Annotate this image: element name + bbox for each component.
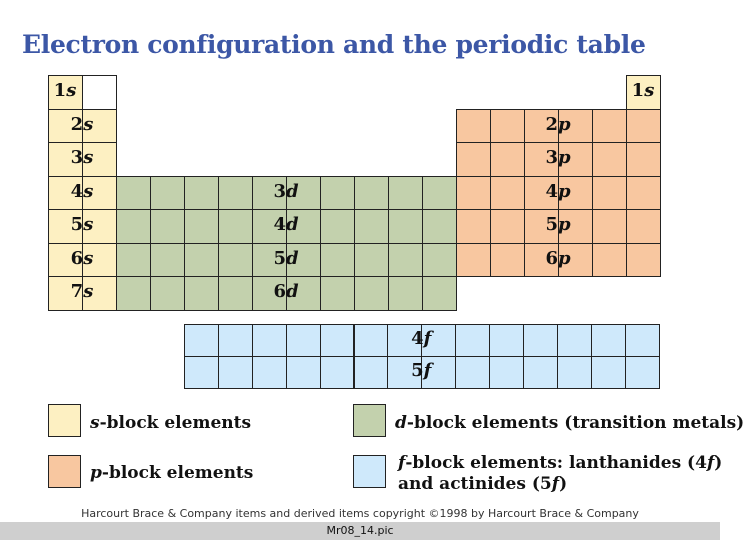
element-cell-f <box>455 324 490 357</box>
element-cell-p <box>626 142 661 177</box>
element-cell-p <box>626 109 661 144</box>
copyright-notice: Harcourt Brace & Company items and derived items copyright ©1998 by Harcourt Brace & Company <box>81 507 639 520</box>
s-block-legend-label: s-block elements <box>90 413 252 433</box>
element-cell-empty <box>82 75 117 110</box>
element-cell-d <box>218 243 253 278</box>
element-cell-p <box>490 209 525 244</box>
element-cell-p <box>626 243 661 278</box>
element-cell-d <box>388 176 423 211</box>
element-cell-d <box>116 276 151 311</box>
element-cell-p <box>490 109 525 144</box>
element-cell-f <box>455 356 490 389</box>
element-cell-f <box>286 324 321 357</box>
element-cell-p <box>626 176 661 211</box>
element-cell-d <box>354 209 389 244</box>
element-cell-d <box>320 209 355 244</box>
element-cell-p <box>626 209 661 244</box>
f-block-legend-label-line2: and actinides (5f) <box>398 474 568 494</box>
element-cell-p <box>456 209 491 244</box>
element-cell-p <box>490 142 525 177</box>
d-orbital-label: 6d <box>273 281 299 302</box>
p-block-legend-label: p-block elements <box>90 463 254 483</box>
element-cell-f <box>489 324 524 357</box>
s-orbital-label: 5s <box>70 214 94 235</box>
element-cell-p <box>456 142 491 177</box>
element-cell-p <box>490 243 525 278</box>
element-cell-d <box>354 276 389 311</box>
element-cell-d <box>388 209 423 244</box>
element-cell-f <box>354 324 389 357</box>
element-cell-p <box>592 209 627 244</box>
p-orbital-label: 2p <box>545 113 571 135</box>
f-orbital-label: 4f <box>411 328 432 349</box>
element-cell-f <box>320 324 355 357</box>
element-cell-f <box>286 356 321 389</box>
element-cell-p <box>592 243 627 278</box>
element-cell-d <box>116 209 151 244</box>
element-cell-d <box>184 243 219 278</box>
element-cell-d <box>422 243 457 278</box>
element-cell-d <box>184 276 219 311</box>
s-block-swatch <box>48 404 81 437</box>
f-block-legend-label: f-block elements: lanthanides (4f) <box>398 453 723 473</box>
element-cell-d <box>218 209 253 244</box>
element-cell-f <box>354 356 389 389</box>
element-cell-f <box>591 324 626 357</box>
element-cell-d <box>388 243 423 278</box>
element-cell-f <box>320 356 355 389</box>
element-cell-d <box>354 243 389 278</box>
d-orbital-label: 3d <box>273 180 299 202</box>
element-cell-p <box>592 142 627 177</box>
element-cell-d <box>422 176 457 211</box>
p-orbital-label: 4p <box>545 180 571 202</box>
element-cell-f <box>557 356 592 389</box>
element-cell-f <box>557 324 592 357</box>
element-cell-d <box>184 176 219 211</box>
s-orbital-label: 3s <box>70 147 94 168</box>
element-cell-f <box>184 324 219 357</box>
page-title: Electron configuration and the periodic table <box>22 30 646 59</box>
element-cell-f <box>625 356 660 389</box>
s-orbital-label: 7s <box>70 281 94 302</box>
element-cell-p <box>592 109 627 144</box>
f-block-swatch <box>353 455 386 488</box>
element-cell-d <box>150 276 185 311</box>
element-cell-d <box>320 276 355 311</box>
p-block-swatch <box>48 455 81 488</box>
element-cell-p <box>490 176 525 211</box>
element-cell-d <box>184 209 219 244</box>
element-cell-f <box>523 324 558 357</box>
element-cell-d <box>218 276 253 311</box>
element-cell-f <box>252 324 287 357</box>
element-cell-d <box>150 176 185 211</box>
element-cell-d <box>150 209 185 244</box>
element-cell-f <box>218 324 253 357</box>
element-cell-d <box>218 176 253 211</box>
element-cell-p <box>592 176 627 211</box>
he-orbital-label: 1s <box>631 80 655 101</box>
s-orbital-label: 2s <box>70 113 94 135</box>
element-cell-f <box>489 356 524 389</box>
s-orbital-label: 4s <box>70 180 94 202</box>
d-orbital-label: 5d <box>273 247 299 269</box>
element-cell-d <box>422 276 457 311</box>
element-cell-d <box>388 276 423 311</box>
s-orbital-label: 1s <box>53 80 77 101</box>
d-block-legend-label: d-block elements (transition metals) <box>395 413 744 433</box>
element-cell-d <box>116 243 151 278</box>
element-cell-d <box>422 209 457 244</box>
element-cell-d <box>320 176 355 211</box>
s-orbital-label: 6s <box>70 247 94 269</box>
element-cell-p <box>456 176 491 211</box>
element-cell-f <box>625 324 660 357</box>
p-orbital-label: 5p <box>545 214 571 235</box>
element-cell-f <box>218 356 253 389</box>
element-cell-f <box>523 356 558 389</box>
element-cell-f <box>591 356 626 389</box>
element-cell-p <box>456 109 491 144</box>
element-cell-d <box>320 243 355 278</box>
element-cell-d <box>116 176 151 211</box>
f-orbital-label: 5f <box>411 360 432 381</box>
footer-filename: Mr08_14.pic <box>326 524 394 537</box>
element-cell-d <box>150 243 185 278</box>
element-cell-f <box>252 356 287 389</box>
d-orbital-label: 4d <box>273 214 299 235</box>
p-orbital-label: 3p <box>545 147 571 168</box>
element-cell-f <box>184 356 219 389</box>
d-block-swatch <box>353 404 386 437</box>
element-cell-d <box>354 176 389 211</box>
element-cell-p <box>456 243 491 278</box>
footer-bar <box>0 522 720 540</box>
p-orbital-label: 6p <box>545 247 571 269</box>
